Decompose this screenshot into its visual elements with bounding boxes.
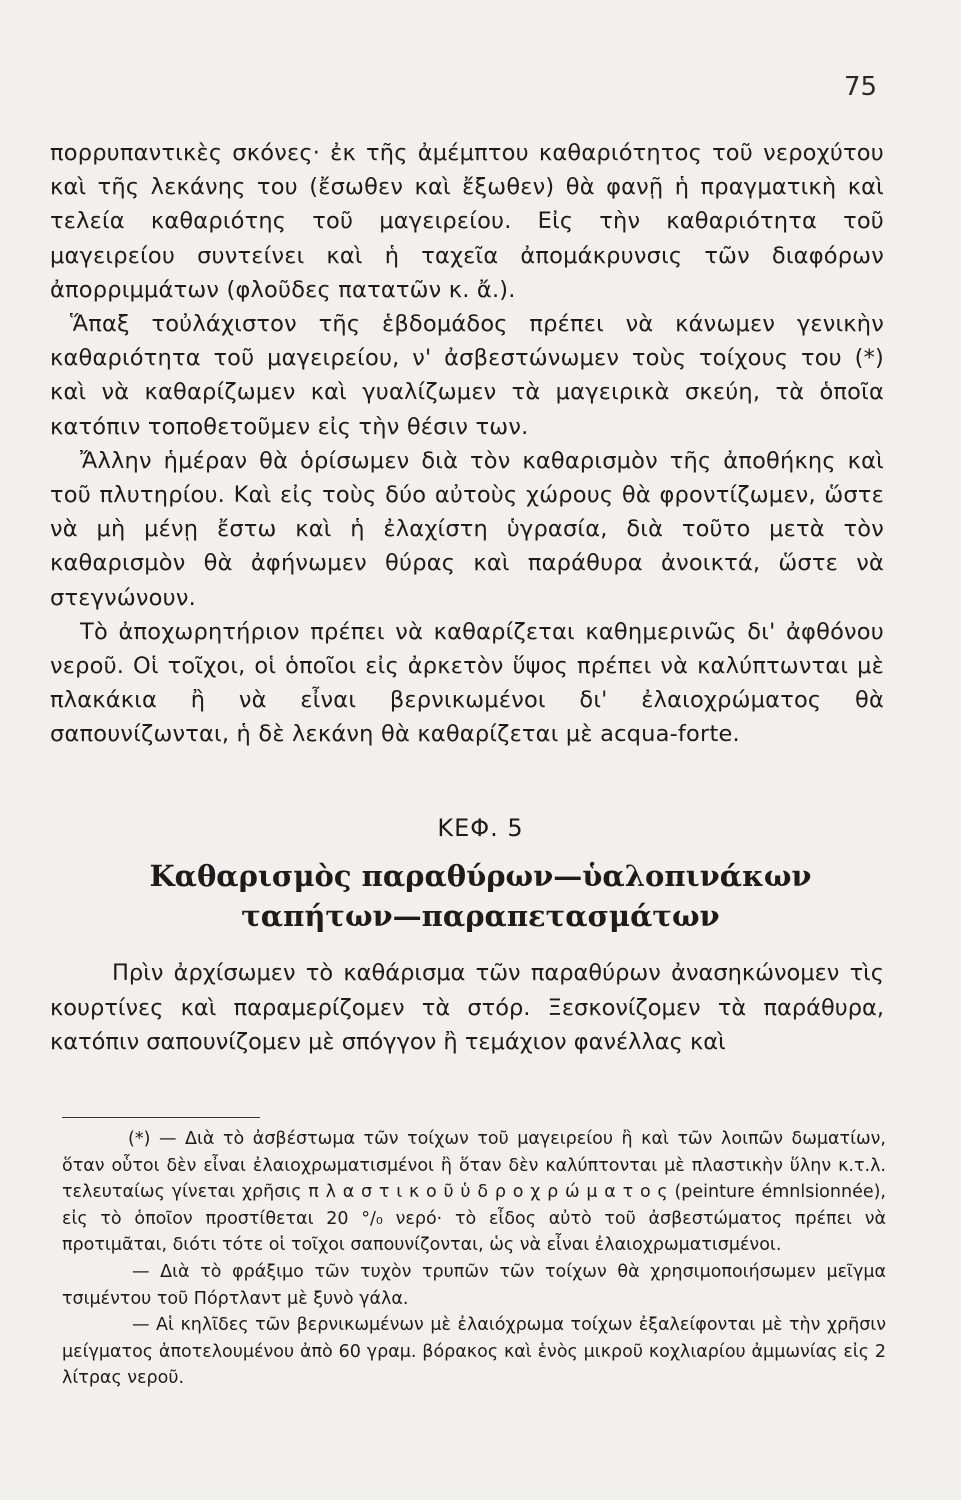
chapter-title — [0, 856, 961, 936]
footnotes — [62, 1126, 886, 1392]
page-number: 75 — [844, 72, 878, 102]
paragraph: Ἄλλην ἡμέραν θὰ ὁρίσωμεν διὰ τὸν καθαρισμὸν τῆς ἀποθήκης καὶ τοῦ πλυτηρίου. Καὶ εἰς τοὺς δύο αὐτοὺς χώρους θὰ φροντίζωμεν, ὥστε νὰ μὴ μένῃ ἔστω καὶ ἡ ἐλαχίστη ὑγρασία, διὰ τοῦτο μετὰ τὸν καθαρισμὸν θὰ ἀφήνωμεν θύρας καὶ παράθυρα ἀνοικτά, ὥστε νὰ στεγνώνουν. — [50, 447, 884, 611]
main-text — [50, 136, 884, 752]
chapter-label: ΚΕΦ. 5 — [437, 814, 524, 842]
footnote: — Αἱ κηλῖδες τῶν βερνικωμένων μὲ ἐλαιόχρωμα τοίχων ἐξαλείφονται μὲ τὴν χρῆσιν μείγματος ἀποτελουμένου ἀπὸ 60 γραμ. βόρακος καὶ ἑνὸς μικροῦ κοχλιαρίου ἀμμωνίας εἰς 2 λίτρας νεροῦ. — [62, 1315, 886, 1389]
footnote-divider — [62, 1117, 260, 1118]
chapter-title-line: Καθαρισμὸς παραθύρων—ὑαλοπινάκων — [149, 859, 812, 893]
chapter-body — [50, 956, 884, 1060]
paragraph: Πρὶν ἀρχίσωμεν τὸ καθάρισμα τῶν παραθύρων ἀνασηκώνομεν τὶς κουρτίνες καὶ παραμερίζομεν τὰ στόρ. Ξεσκονίζομεν τὰ παράθυρα, κατόπιν σαπουνίζομεν μὲ σπόγγον ἢ τεμάχιον φανέλλας καὶ — [50, 960, 884, 1055]
footnote: — Διὰ τὸ φράξιμο τῶν τυχὸν τρυπῶν τῶν τοίχων θὰ χρησιμοποιήσωμεν μεῖγμα τσιμέντου τοῦ Πόρτλαντ μὲ ξυνὸ γάλα. — [62, 1261, 886, 1309]
footnote: (*) — Διὰ τὸ ἀσβέστωμα τῶν τοίχων τοῦ μαγειρείου ἢ καὶ τῶν λοιπῶν δωματίων, ὅταν οὗτοι δὲν εἶναι ἐλαιοχρωματισμένοι ἢ ὅταν δὲν καλύπτονται μὲ πλαστικὴν ὕλην κ.τ.λ. τελευταίως γίνεται χρῆσις π λ α σ τ ι κ ο ῦ ὑ δ ρ ο χ ρ ώ μ α τ ο ς (peinture émnlsionnée), εἰς τὸ ὁποῖον προστίθεται 20 °/₀ νερό· τὸ εἶδος αὐτὸ τοῦ ἀσβεστώματος πρέπει νὰ προτιμᾶται, διότι τότε οἱ τοῖχοι σαπουνίζονται, ὡς νὰ εἶναι ἐλαιοχρωματισμένοι. — [62, 1129, 886, 1256]
paragraph: πορρυπαντικὲς σκόνες· ἐκ τῆς ἀμέμπτου καθαριότητος τοῦ νεροχύτου καὶ τῆς λεκάνης του (ἔσωθεν καὶ ἔξωθεν) θὰ φανῇ ἡ πραγματικὴ καὶ τελεία καθαριότης τοῦ μαγειρείου. Εἰς τὴν καθαριότητα τοῦ μαγειρείου συντείνει καὶ ἡ ταχεῖα ἀπομάκρυνσις τῶν διαφόρων ἀπορριμμάτων (φλοῦδες πατατῶν κ. ἄ.). — [50, 140, 884, 303]
chapter-title-line: ταπήτων—παραπετασμάτων — [241, 899, 720, 933]
paragraph: Ἅπαξ τοὐλάχιστον τῆς ἑβδομάδος πρέπει νὰ κάνωμεν γενικὴν καθαριότητα τοῦ μαγειρείου, ν' ἀσβεστώνωμεν τοὺς τοίχους του (*) καὶ νὰ καθαρίζωμεν καὶ γυαλίζωμεν τὰ μαγειρικὰ σκεύη, τὰ ὁποῖα κατόπιν τοποθετοῦμεν εἰς τὴν θέσιν των. — [50, 311, 884, 440]
paragraph: Τὸ ἀποχωρητήριον πρέπει νὰ καθαρίζεται καθημερινῶς δι' ἀφθόνου νεροῦ. Οἱ τοῖχοι, οἱ ὁποῖοι εἰς ἀρκετὸν ὕψος πρέπει νὰ καλύπτωνται μὲ πλακάκια ἢ νὰ εἶναι βερνικωμένοι δι' ἐλαιοχρώματος θὰ σαπουνίζωνται, ἡ δὲ λεκάνη θὰ καθαρίζεται μὲ acqua-forte. — [50, 618, 884, 748]
